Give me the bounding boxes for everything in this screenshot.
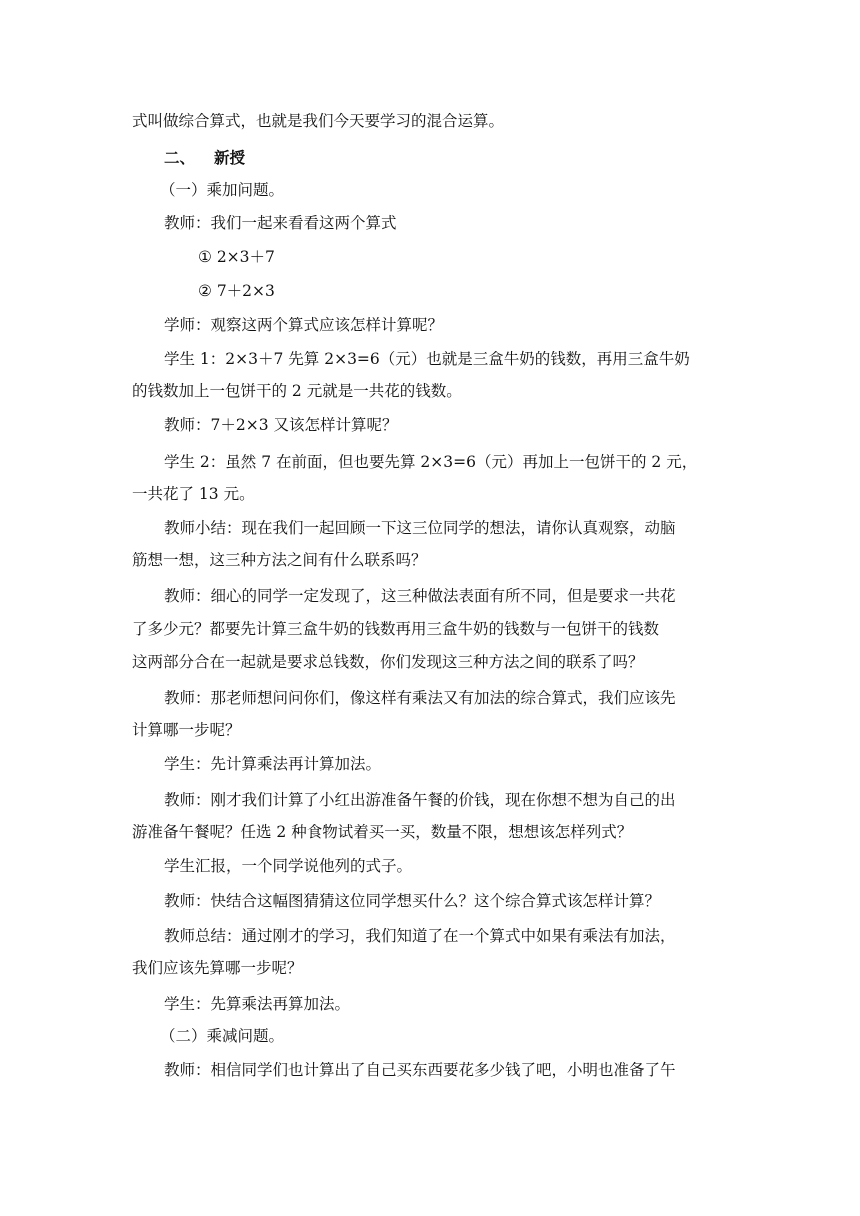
paragraph-line: 教师总结：通过刚才的学习，我们知道了在一个算式中如果有乘法有加法， <box>164 927 676 945</box>
subsection-heading: （一）乘加问题。 <box>160 181 285 199</box>
subsection-heading: （二）乘减问题。 <box>160 1027 285 1045</box>
paragraph-line: 教师：细心的同学一定发现了，这三种做法表面有所不同，但是要求一共花 <box>164 587 676 605</box>
paragraph-line: 游准备午餐呢？任选 2 种食物试着买一买，数量不限，想想该怎样列式？ <box>132 823 633 841</box>
paragraph-line: 式叫做综合算式，也就是我们今天要学习的混合运算。 <box>132 112 505 130</box>
section-heading <box>164 148 245 168</box>
paragraph-line: 我们应该先算哪一步呢？ <box>132 959 303 977</box>
paragraph-line: 了多少元？都要先计算三盒牛奶的钱数再用三盒牛奶的钱数与一包饼干的钱数 <box>132 620 660 638</box>
equation-line: ① 2×3＋7 <box>198 248 275 266</box>
paragraph-line: 教师：快结合这幅图猜猜这位同学想买什么？这个综合算式该怎样计算？ <box>164 892 661 910</box>
paragraph-line: 教师：刚才我们计算了小红出游准备午餐的价钱，现在你想不想为自己的出 <box>164 791 676 809</box>
section-number: 二、 <box>164 148 196 167</box>
paragraph-line: 教师：相信同学们也计算出了自己买东西要花多少钱了吧，小明也准备了午 <box>164 1061 676 1079</box>
paragraph-line: 教师：我们一起来看看这两个算式 <box>164 214 397 232</box>
section-title: 新授 <box>214 148 246 167</box>
paragraph-line: 一共花了 13 元。 <box>132 485 255 503</box>
paragraph-line: 的钱数加上一包饼干的 2 元就是一共花的钱数。 <box>132 382 462 400</box>
paragraph-line: 学师：观察这两个算式应该怎样计算呢？ <box>164 316 444 334</box>
equation-line: ② 7＋2×3 <box>198 282 275 300</box>
paragraph-line: 筋想一想，这三种方法之间有什么联系吗？ <box>132 551 427 569</box>
paragraph-line: 学生：先算乘法再算加法。 <box>164 995 351 1013</box>
paragraph-line: 教师：那老师想问问你们，像这样有乘法又有加法的综合算式，我们应该先 <box>164 689 676 707</box>
paragraph-line: 这两部分合在一起就是要求总钱数，你们发现这三种方法之间的联系了吗？ <box>132 653 644 671</box>
paragraph-line: 学生汇报，一个同学说他列的式子。 <box>164 857 413 875</box>
paragraph-line: 教师：7＋2×3 又该怎样计算呢？ <box>164 416 398 434</box>
paragraph-line: 教师小结：现在我们一起回顾一下这三位同学的想法，请你认真观察，动脑 <box>164 519 676 537</box>
paragraph-line: 学生：先计算乘法再计算加法。 <box>164 755 382 773</box>
paragraph-line: 计算哪一步呢？ <box>132 721 241 739</box>
paragraph-line: 学生 1：2×3＋7 先算 2×3=6（元）也就是三盒牛奶的钱数，再用三盒牛奶 <box>164 350 690 368</box>
paragraph-line: 学生 2：虽然 7 在前面，但也要先算 2×3=6（元）再加上一包饼干的 2 元， <box>164 453 698 471</box>
